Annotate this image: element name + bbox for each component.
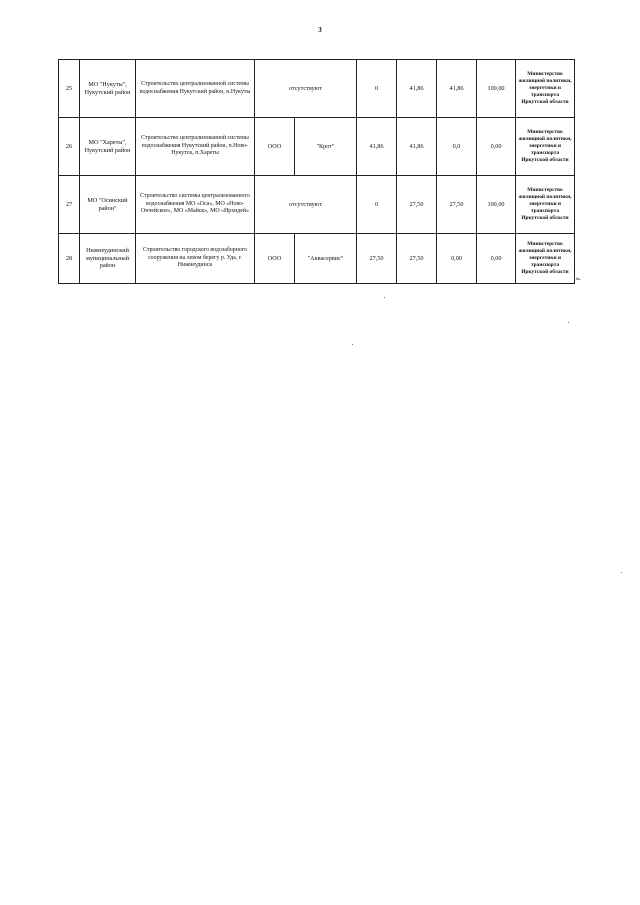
amount-cell: 41,86 xyxy=(357,118,397,176)
scan-speck xyxy=(568,322,569,323)
municipality-cell: Нижнеудинский муниципальный район xyxy=(80,234,136,284)
amount-cell: 41,86 xyxy=(437,60,477,118)
project-description-cell: Строительство городского водозаборного сооружения на левом берегу р. Уда, г. Нижнеудинск xyxy=(136,234,255,284)
project-description-cell: Строительство централизованной системы водоснабжения Нукутский район, п.Нукуты xyxy=(136,60,255,118)
amount-cell: 0,00 xyxy=(437,234,477,284)
table-row xyxy=(59,176,575,234)
amount-cell: 27,50 xyxy=(437,176,477,234)
amount-cell: 0 xyxy=(357,60,397,118)
amount-cell: 0 xyxy=(357,176,397,234)
project-description-cell: Строительство централизованной системы водоснабжения Нукутский район, п.Ново-Нукутск, п.Хареты xyxy=(136,118,255,176)
table-row xyxy=(59,60,575,118)
municipality-cell: МО "Осинский район" xyxy=(80,176,136,234)
amount-cell: 41,86 xyxy=(397,118,437,176)
contractor-name-cell: "Аквасервис" xyxy=(295,234,357,284)
contractor-type-cell: ООО xyxy=(255,118,295,176)
page-number: 3 xyxy=(318,26,322,34)
amount-cell: 27,50 xyxy=(357,234,397,284)
amount-cell: 27,50 xyxy=(397,234,437,284)
table-row xyxy=(59,234,575,284)
amount-cell: 0,0 xyxy=(437,118,477,176)
ministry-cell: Министерство жилищной политики, энергетики и транспорта Иркутской области xyxy=(516,118,575,176)
scan-speck xyxy=(384,297,385,298)
ministry-cell: Министерство жилищной политики, энергетики и транспорта Иркутской области xyxy=(516,60,575,118)
amount-cell: 41,86 xyxy=(397,60,437,118)
row-number-cell: 25 xyxy=(59,60,80,118)
amount-cell: 27,50 xyxy=(397,176,437,234)
row-number-cell: 28 xyxy=(59,234,80,284)
funding-table xyxy=(58,59,575,284)
row-number-cell: 27 xyxy=(59,176,80,234)
percent-cell: 100,00 xyxy=(477,176,516,234)
percent-cell: 0,00 xyxy=(477,118,516,176)
table-row xyxy=(59,118,575,176)
contractor-name-cell: "Крот" xyxy=(295,118,357,176)
scan-speck xyxy=(621,572,622,573)
percent-cell: 0,00 xyxy=(477,234,516,284)
contractor-absent-cell: отсутствуют xyxy=(255,176,357,234)
percent-cell: 100,00 xyxy=(477,60,516,118)
contractor-absent-cell: отсутствуют xyxy=(255,60,357,118)
municipality-cell: МО "Нукуты", Нукутский район xyxy=(80,60,136,118)
ministry-cell: Министерство жилищной политики, энергетики и транспорта Иркутской области xyxy=(516,234,575,284)
municipality-cell: МО "Хареты", Нукутский район xyxy=(80,118,136,176)
scan-speck xyxy=(352,344,353,345)
project-description-cell: Строительство системы централизованного водоснабжения МО «Оса», МО «Ново-Ончейское», МО «Майск», МО «Ирхидей» xyxy=(136,176,255,234)
contractor-type-cell: ООО xyxy=(255,234,295,284)
row-number-cell: 26 xyxy=(59,118,80,176)
closing-quote-mark: ». xyxy=(576,276,581,282)
ministry-cell: Министерство жилищной политики, энергетики и транспорта Иркутской области xyxy=(516,176,575,234)
